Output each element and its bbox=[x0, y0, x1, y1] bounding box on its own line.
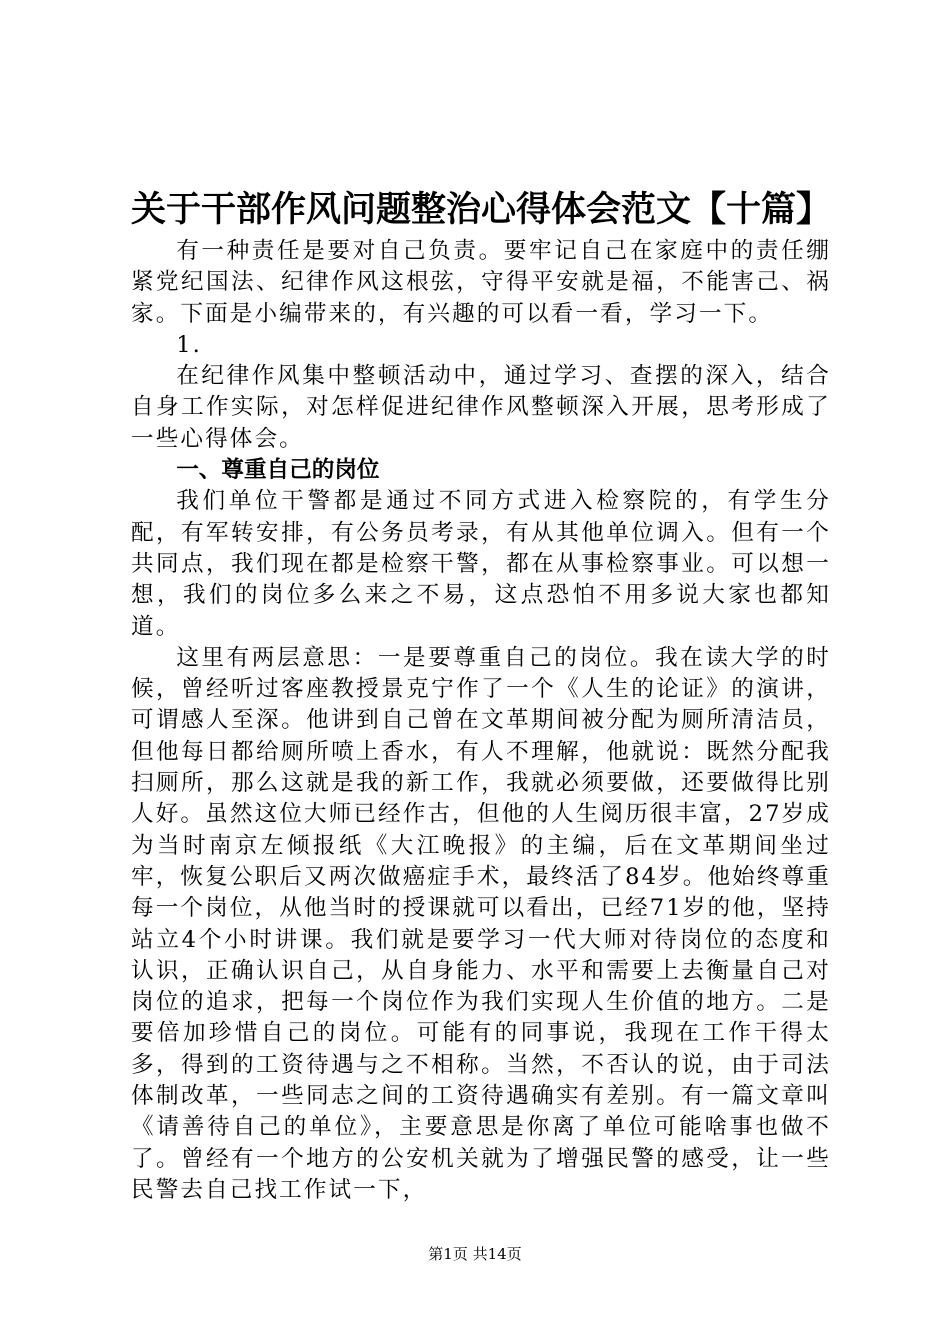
document-page bbox=[131, 186, 831, 1206]
body-paragraph: 我们单位干警都是通过不同方式进入检察院的，有学生分配，有军转安排，有公务员考录，有从其他单位调入。但有一个共同点，我们现在都是检察干警，都在从事检察事业。可以想一想，我们的岗位多么来之不易，这点恐怕不用多说大家也都知道。 bbox=[131, 488, 831, 640]
section-heading: 一、尊重自己的岗位 bbox=[176, 457, 380, 484]
body-paragraph: 这里有两层意思：一是要尊重自己的岗位。我在读大学的时候，曾经听过客座教授景克宁作了一个《人生的论证》的演讲，可谓感人至深。他讲到自己曾在文革期间被分配为厕所清洁员，但他每日都给厕所喷上香水，有人不理解，他就说：既然分配我扫厕所，那么这就是我的新工作，我就必须要做，还要做得比别人好。虽然这位大师已经作古，但他的人生阅历很丰富，27岁成为当时南京左倾报纸《大江晚报》的主编，后在文革期间坐过牢，恢复公职后又两次做癌症手术，最终活了84岁。他始终尊重每一个岗位，从他当时的授课就可以看出，已经71岁的他，坚持站立4个小时讲课。我们就是要学习一代大师对待岗位的态度和认识，正确认识自己，从自身能力、水平和需要上去衡量自己对岗位的追求，把每一个岗位作为我们实现人生价值的地方。二是要倍加珍惜自己的岗位。可能有的同事说，我现在工作干得太多，得到的工资待遇与之不相称。当然，不否认的说，由于司法体制改革，一些同志之间的工资待遇确实有差别。有一篇文章叫《请善待自己的单位》，主要意思是你离了单位可能啥事也做不了。曾经有一个地方的公安机关就为了增强民警的感受，让一些民警去自己找工作试一下， bbox=[131, 644, 831, 1203]
page-footer: 第1页 共14页 bbox=[428, 1245, 522, 1263]
body-paragraph: 在纪律作风集中整顿活动中，通过学习、查摆的深入，结合自身工作实际，对怎样促进纪律作风整顿深入开展，思考形成了一些心得体会。 bbox=[131, 363, 831, 452]
section-number: 1. bbox=[176, 331, 202, 358]
intro-paragraph: 有一种责任是要对自己负责。要牢记自己在家庭中的责任绷紧党纪国法、纪律作风这根弦，守得平安就是福，不能害己、祸家。下面是小编带来的，有兴趣的可以看一看，学习一下。 bbox=[131, 238, 831, 327]
document-title: 关于干部作风问题整治心得体会范文【十篇】 bbox=[131, 189, 832, 230]
